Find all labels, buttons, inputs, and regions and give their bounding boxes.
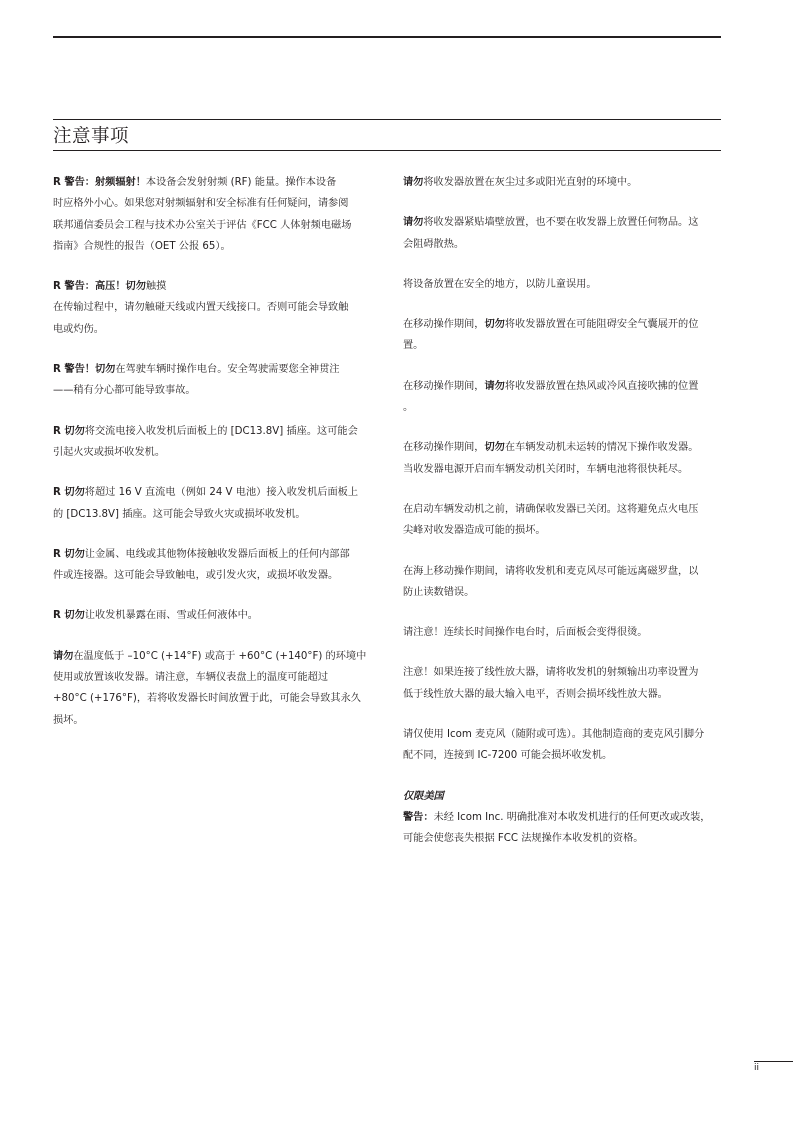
notice-text: 联邦通信委员会工程与技术办公室关于评估《FCC 人体射频电磁场 [53, 219, 352, 231]
notice-paragraph [53, 421, 375, 464]
notice-text: 将收发器紧贴墙壁放置，也不要在收发器上放置任何物品。这 [423, 217, 699, 229]
notice-text: 让收发机暴露在雨、雪或任何液体中。 [84, 610, 258, 622]
notice-text: 本设备会发射射频 (RF) 能量。操作本设备 [145, 177, 337, 188]
notice-paragraph [53, 276, 375, 340]
warning-keyword: R 切勿 [53, 425, 85, 437]
notice-text: 在移动操作期间， [403, 319, 485, 331]
notice-paragraph [403, 622, 725, 643]
title-top-rule [53, 119, 721, 120]
notice-text: 会阻碍散热。 [403, 238, 465, 250]
notice-text: 低于线性放大器的最大输入电平，否则会损坏线性放大器。 [403, 688, 668, 700]
notice-paragraph [53, 359, 375, 402]
notice-text: 指南》合规性的报告（OET 公报 65）。 [53, 240, 231, 252]
notice-text: 的 [DC13.8V] 插座。这可能会导致火灾或损坏收发机。 [53, 508, 306, 520]
notice-paragraph [53, 172, 375, 257]
notice-text: 防止读数错误。 [403, 586, 475, 598]
notice-paragraph [53, 605, 375, 626]
notice-text: 可能会使您丧失根据 FCC 法规操作本收发机的资格。 [403, 833, 644, 845]
notice-paragraph [403, 376, 725, 419]
notice-text: 将收发器放置在可能阻碍安全气囊展开的位 [504, 319, 699, 331]
notice-paragraph [403, 437, 725, 480]
page-number: ii [754, 1063, 760, 1073]
notice-paragraph [403, 561, 725, 604]
page-number-rule [754, 1061, 793, 1062]
title-bottom-rule [53, 150, 721, 151]
notice-text: 在温度低于 –10°C (+14°F) 或高于 +60°C (+140°F) 的环境中 [73, 650, 367, 662]
header-rule [53, 36, 721, 38]
notice-text: 让金属、电线或其他物体接触收发器后面板上的任何内部部 [84, 548, 350, 560]
notice-paragraph [53, 646, 375, 731]
warning-keyword: 请勿 [403, 217, 424, 229]
notice-paragraph [403, 499, 725, 542]
warning-keyword: R 警告：射频辐射！ [53, 177, 146, 188]
notice-paragraph [403, 172, 725, 193]
warning-keyword: 警告： [403, 811, 434, 823]
notice-text: 在驾驶车辆时操作电台。安全驾驶需要您全神贯注 [115, 364, 340, 376]
notice-text: 在海上移动操作期间，请将收发机和麦克风尽可能远离磁罗盘，以 [403, 565, 699, 577]
notice-paragraph [403, 212, 725, 255]
section-heading: 仅限美国 [403, 790, 444, 802]
warning-keyword: R 切勿 [53, 487, 85, 499]
left-column [53, 172, 375, 750]
notice-paragraph [53, 544, 375, 587]
notice-paragraph [403, 786, 725, 850]
warning-keyword: 请勿 [484, 380, 505, 392]
notice-text: 件或连接器。这可能会导致触电，或引发火灾，或损坏收发器。 [53, 570, 339, 582]
notice-text: 时应格外小心。如果您对射频辐射和安全标准有任何疑问，请参阅 [53, 198, 349, 210]
notice-text: 在启动车辆发动机之前，请确保收发器已关闭。这将避免点火电压 [403, 503, 699, 515]
notice-text: 置。 [403, 340, 424, 352]
notice-text: 触摸 [145, 281, 167, 293]
notice-text: 损坏。 [53, 714, 84, 726]
notice-paragraph [403, 662, 725, 705]
notice-text: 将超过 16 V 直流电（例如 24 V 电池）接入收发机后面板上 [84, 487, 359, 499]
notice-text: 在移动操作期间， [403, 442, 485, 454]
notice-text: +80°C (+176°F)，若将收发器长时间放置于此，可能会导致其永久 [53, 693, 361, 705]
warning-keyword: R 切勿 [53, 610, 85, 622]
notice-text: 引起火灾或损坏收发机。 [53, 446, 166, 458]
warning-keyword: 切勿 [484, 319, 505, 331]
notice-text: 。 [403, 402, 414, 414]
notice-text: 使用或放置该收发器。请注意，车辆仪表盘上的温度可能超过 [53, 672, 329, 684]
notice-text: 配不同，连接到 IC-7200 可能会损坏收发机。 [403, 750, 613, 762]
warning-keyword: R 警告！切勿 [53, 364, 116, 376]
notice-text: 请仅使用 Icom 麦克风（随附或可选）。其他制造商的麦克风引脚分 [403, 729, 705, 741]
notice-text: 尖峰对收发器造成可能的损坏。 [403, 525, 546, 537]
notice-paragraph [403, 314, 725, 357]
notice-text: 当收发器电源开启而车辆发动机关闭时，车辆电池将很快耗尽。 [403, 463, 689, 475]
warning-keyword: 切勿 [484, 442, 505, 454]
notice-text: 请注意！连续长时间操作电台时，后面板会变得很烫。 [403, 627, 648, 639]
notice-text: 电或灼伤。 [53, 323, 104, 335]
warning-keyword: R 警告：高压！切勿 [53, 281, 146, 293]
notice-text: 在移动操作期间， [403, 380, 485, 392]
notice-text: 将收发器放置在灰尘过多或阳光直射的环境中。 [423, 177, 638, 188]
notice-text: 在传输过程中，请勿触碰天线或内置天线接口。否则可能会导致触 [53, 302, 349, 314]
notice-text: 将设备放置在安全的地方，以防儿童误用。 [403, 278, 597, 290]
notice-text: 注意！如果连接了线性放大器，请将收发机的射频输出功率设置为 [403, 667, 699, 679]
notice-paragraph [53, 482, 375, 525]
notice-text: 将交流电接入收发机后面板上的 [DC13.8V] 插座。这可能会 [84, 425, 358, 437]
warning-keyword: R 切勿 [53, 548, 85, 560]
warning-keyword: 请勿 [403, 177, 424, 188]
notice-text: ——稍有分心都可能导致事故。 [53, 385, 196, 397]
notice-text: 在车辆发动机未运转的情况下操作收发器。 [504, 442, 699, 454]
warning-keyword: 请勿 [53, 650, 74, 662]
notice-text: 未经 Icom Inc. 明确批准对本收发机进行的任何更改或改装， [433, 811, 711, 823]
page-title: 注意事项 [53, 126, 130, 147]
right-column [403, 172, 725, 869]
notice-paragraph [403, 724, 725, 767]
notice-text: 将收发器放置在热风或冷风直接吹拂的位置 [504, 380, 699, 392]
notice-paragraph [403, 274, 725, 295]
